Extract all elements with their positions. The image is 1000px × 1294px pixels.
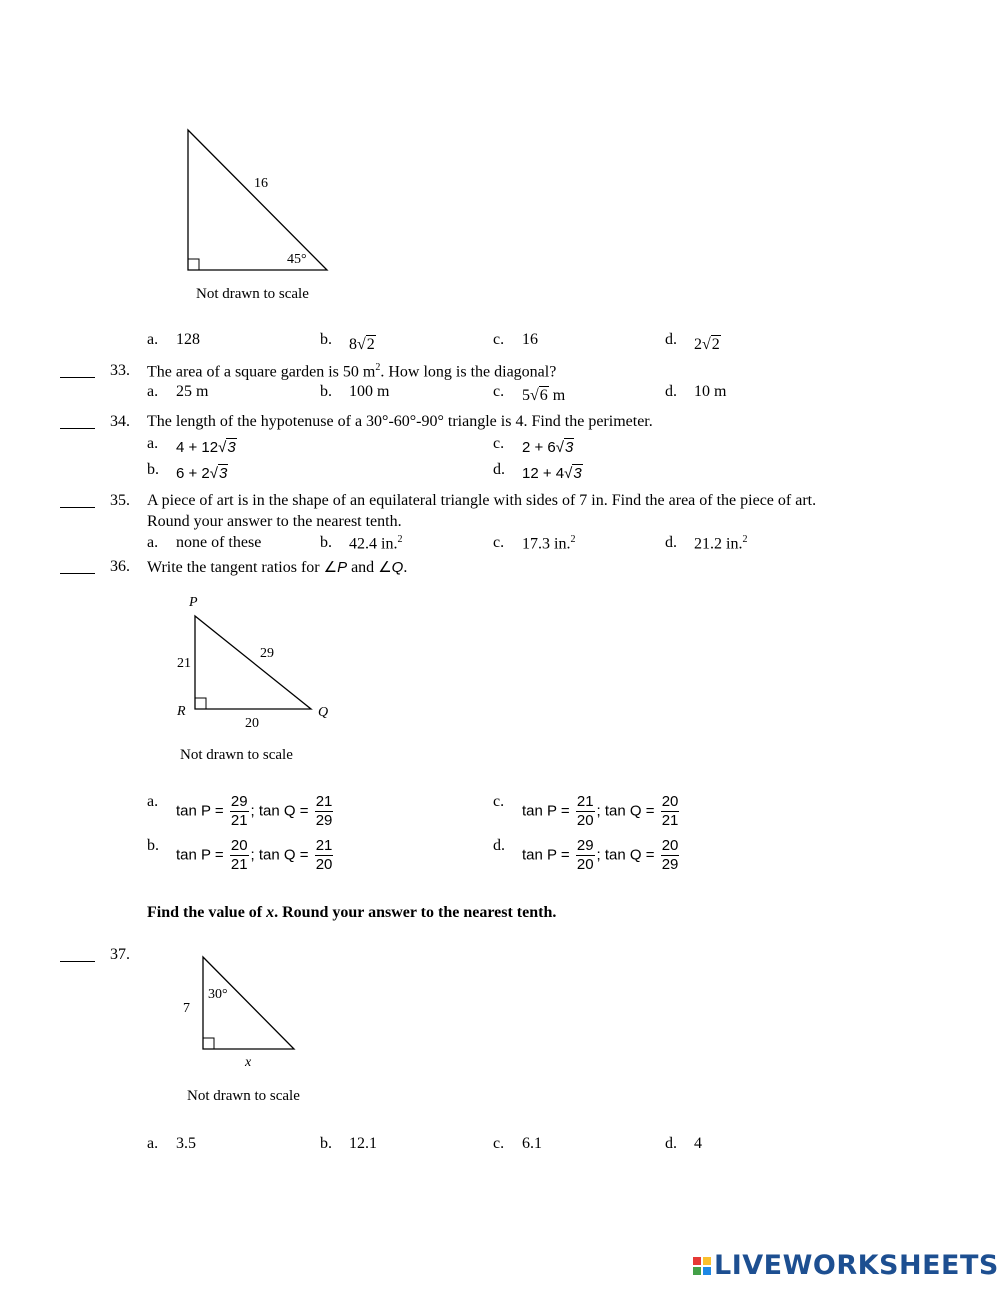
q35-choice-b[interactable] <box>349 534 402 553</box>
q37-number: 37. <box>110 946 130 963</box>
q32-caption: Not drawn to scale <box>196 286 309 302</box>
q36-question <box>147 558 407 577</box>
q36-vertex-r: R <box>177 704 186 719</box>
q34-choice-c-radicand: 3 <box>565 439 574 456</box>
q32-choice-a-letter[interactable]: a. <box>147 331 159 348</box>
q33-choice-c[interactable] <box>522 387 565 405</box>
instruction-text-before: Find the value of <box>147 904 263 921</box>
q35-choice-d-sup: 2 <box>742 534 748 545</box>
q36-d-frac-q <box>661 837 680 874</box>
q36-c-qd: 21 <box>661 812 679 829</box>
q37-caption: Not drawn to scale <box>187 1088 300 1104</box>
q36-a-tanp: tan P = <box>176 802 224 820</box>
q33-sup: 2 <box>375 362 381 373</box>
logo-block-red <box>693 1257 701 1265</box>
q37-choice-b-letter[interactable]: b. <box>320 1135 332 1152</box>
q36-b-qn: 21 <box>315 837 333 854</box>
section-instruction <box>147 904 556 922</box>
q36-b-pn: 20 <box>230 837 248 854</box>
q32-choice-d-letter[interactable]: d. <box>665 331 677 348</box>
q37-triangle <box>203 957 294 1049</box>
q37-side-label: 7 <box>183 1001 190 1016</box>
q36-number: 36. <box>110 558 130 575</box>
q37-base-label: x <box>245 1055 252 1070</box>
q36-text-before: Write the tangent ratios for <box>147 559 320 576</box>
q35-question-line1: A piece of art is in the shape of an equilateral triangle with sides of 7 in. Find the area of the piece of art. <box>147 492 817 509</box>
q35-number: 35. <box>110 492 130 509</box>
q35-answer-blank[interactable] <box>60 507 95 508</box>
q35-choice-b-sup: 2 <box>397 534 403 545</box>
q33-number: 33. <box>110 362 130 379</box>
q36-d-tanp: tan P = <box>522 846 570 864</box>
q33-choice-b[interactable]: 100 m <box>349 383 390 400</box>
q36-d-tanq: tan Q = <box>604 846 655 864</box>
q34-choice-d-radicand: 3 <box>573 465 582 482</box>
logo-block-yellow <box>703 1257 711 1265</box>
q34-choice-d[interactable] <box>522 465 583 482</box>
q33-text-after: . How long is the diagonal? <box>380 363 557 381</box>
sqrt-icon: √ <box>218 439 227 456</box>
q36-b-tanq: tan Q = <box>258 846 309 864</box>
q32-choice-b-coef: 8 <box>349 336 357 353</box>
q36-c-frac-p <box>576 793 595 830</box>
q33-text-before: The area of a square garden is 50 m <box>147 363 376 381</box>
q33-choice-d-letter[interactable]: d. <box>665 383 677 400</box>
q33-choice-c-unit: m <box>552 387 566 404</box>
q36-side-pr: 21 <box>177 656 191 671</box>
q33-question <box>147 362 556 381</box>
q37-choice-d-letter[interactable]: d. <box>665 1135 677 1152</box>
q36-c-pd: 20 <box>576 812 594 829</box>
q32-triangle <box>188 130 327 270</box>
q34-choice-d-letter[interactable]: d. <box>493 461 505 478</box>
q37-choice-c-letter[interactable]: c. <box>493 1135 505 1152</box>
q35-choice-b-text: 42.4 in. <box>349 535 398 553</box>
q34-choice-a-pre: 4 + 12 <box>176 439 219 456</box>
q36-a-pn: 29 <box>230 793 248 810</box>
q34-question: The length of the hypotenuse of a 30°-60°-90° triangle is 4. Find the perimeter. <box>147 413 653 430</box>
sqrt-icon: √ <box>530 387 539 404</box>
q35-choice-d-text: 21.2 in. <box>694 535 743 553</box>
sqrt-icon: √ <box>209 465 219 482</box>
q33-choice-c-letter[interactable]: c. <box>493 383 505 400</box>
q35-choice-c-text: 17.3 in. <box>522 535 571 553</box>
q34-choice-a-letter[interactable]: a. <box>147 435 159 452</box>
q32-choice-b-letter[interactable]: b. <box>320 331 332 348</box>
q36-side-rq: 20 <box>245 716 259 731</box>
q36-d-pd: 20 <box>576 856 594 873</box>
q36-a-qn: 21 <box>315 793 333 810</box>
q34-choice-a[interactable] <box>176 439 237 456</box>
q35-question-line2: Round your answer to the nearest tenth. <box>147 513 402 530</box>
q35-choice-a-letter[interactable]: a. <box>147 534 159 551</box>
q35-choice-d-letter[interactable]: d. <box>665 534 677 551</box>
q36-answer-blank[interactable] <box>60 573 95 574</box>
q37-angle-label: 30° <box>208 987 228 1002</box>
q37-choice-b[interactable]: 12.1 <box>349 1135 377 1152</box>
q32-choice-b-radicand: 2 <box>366 336 375 353</box>
q33-answer-blank[interactable] <box>60 377 95 378</box>
q33-choice-c-coef: 5 <box>522 387 530 404</box>
q34-choice-d-pre: 12 + 4 <box>522 465 565 482</box>
q36-triangle <box>195 616 311 709</box>
q34-choice-b-pre: 6 + 2 <box>176 465 210 482</box>
q33-choice-b-letter[interactable]: b. <box>320 383 332 400</box>
q32-angle-label: 45° <box>287 252 307 267</box>
q36-b-frac-q <box>315 837 334 874</box>
q35-choice-c-sup: 2 <box>570 534 576 545</box>
q36-a-frac-q <box>315 793 334 830</box>
q34-choice-b[interactable] <box>176 465 228 482</box>
q37-choice-a-letter[interactable]: a. <box>147 1135 159 1152</box>
q35-choice-a[interactable]: none of these <box>176 534 262 551</box>
q36-c-frac-q <box>661 793 680 830</box>
brand-logo-text[interactable]: LIVEWORKSHEETS <box>714 1250 999 1281</box>
q34-answer-blank[interactable] <box>60 428 95 429</box>
q36-choice-a-letter[interactable]: a. <box>147 793 159 810</box>
q36-b-tanp: tan P = <box>176 846 224 864</box>
q36-a-tanq: tan Q = <box>258 802 309 820</box>
q32-right-angle-mark <box>188 259 199 270</box>
sqrt-icon: √ <box>555 439 565 456</box>
q34-number: 34. <box>110 413 130 430</box>
q33-choice-d[interactable]: 10 m <box>694 383 727 400</box>
q36-b-frac-p <box>230 837 249 874</box>
q36-choice-c[interactable]: tan P = $\frac{21}{20}$ ; tan Q = $\frac{20}{21}$ <box>522 793 679 829</box>
logo-block-green <box>693 1267 701 1275</box>
q37-choice-c[interactable]: 6.1 <box>522 1135 542 1152</box>
q36-text-and: and <box>351 559 375 576</box>
q34-choice-c[interactable] <box>522 439 574 456</box>
sqrt-icon: √ <box>702 336 711 353</box>
q35-choice-d[interactable] <box>694 534 747 553</box>
q36-text-end: . <box>403 559 408 576</box>
q34-choice-a-radicand: 3 <box>227 439 236 456</box>
q36-choice-b[interactable]: tan P = $\frac{20}{21}$ ; tan Q = $\frac{21}{20}$ <box>176 837 333 873</box>
q32-choice-c[interactable]: 16 <box>522 331 538 348</box>
q36-b-pd: 21 <box>230 856 248 873</box>
q36-choice-b-letter[interactable]: b. <box>147 837 159 854</box>
q36-right-angle-mark <box>195 698 206 709</box>
q32-choice-b[interactable] <box>349 336 376 354</box>
q36-choice-a[interactable]: tan P = $\frac{29}{21}$ ; tan Q = $\frac{21}{29}$ <box>176 793 333 829</box>
instruction-var: x <box>266 904 275 921</box>
q36-choice-d-letter[interactable]: d. <box>493 837 505 854</box>
q36-side-pq: 29 <box>260 646 274 661</box>
q36-a-frac-p <box>230 793 249 830</box>
q34-choice-b-radicand: 3 <box>219 465 228 482</box>
q33-choice-c-radicand: 6 <box>539 387 548 404</box>
q35-choice-b-letter[interactable]: b. <box>320 534 332 551</box>
q34-choice-b-letter[interactable]: b. <box>147 461 159 478</box>
q32-hyp-label: 16 <box>254 176 268 191</box>
q36-d-pn: 29 <box>576 837 594 854</box>
q33-choice-a-letter[interactable]: a. <box>147 383 159 400</box>
q36-b-qd: 20 <box>315 856 333 873</box>
sqrt-icon: √ <box>357 336 366 353</box>
q32-choice-c-letter[interactable]: c. <box>493 331 505 348</box>
q32-choice-d[interactable] <box>694 336 721 354</box>
q32-choice-d-radicand: 2 <box>711 336 720 353</box>
instruction-text-after: . Round your answer to the nearest tenth. <box>274 904 557 921</box>
q32-choice-a[interactable]: 128 <box>176 331 200 348</box>
q36-choice-c-letter[interactable]: c. <box>493 793 505 810</box>
q34-choice-c-letter[interactable]: c. <box>493 435 505 452</box>
q35-choice-c-letter[interactable]: c. <box>493 534 505 551</box>
q34-choice-c-pre: 2 + 6 <box>522 439 556 456</box>
q36-angle-p: ∠P <box>323 559 348 576</box>
q35-choice-c[interactable] <box>522 534 575 553</box>
q36-a-pd: 21 <box>230 812 248 829</box>
q36-c-tanp: tan P = <box>522 802 570 820</box>
q36-c-qn: 20 <box>661 793 679 810</box>
q36-d-qn: 20 <box>661 837 679 854</box>
q37-answer-blank[interactable] <box>60 961 95 962</box>
sqrt-icon: √ <box>564 465 573 482</box>
q36-d-frac-p <box>576 837 595 874</box>
q36-choice-d[interactable]: tan P = $\frac{29}{20}$ ; tan Q = $\frac{20}{29}$ <box>522 837 679 873</box>
q36-c-pn: 21 <box>576 793 594 810</box>
q36-vertex-p: P <box>189 595 198 610</box>
q36-vertex-q: Q <box>318 705 329 720</box>
q37-choice-d[interactable]: 4 <box>694 1135 702 1152</box>
q36-caption: Not drawn to scale <box>180 747 293 763</box>
q36-a-qd: 29 <box>315 812 333 829</box>
q32-choice-d-coef: 2 <box>694 336 702 353</box>
q36-c-tanq: tan Q = <box>604 802 655 820</box>
q33-choice-a[interactable]: 25 m <box>176 383 209 400</box>
q37-choice-a[interactable]: 3.5 <box>176 1135 196 1152</box>
q37-right-angle-mark <box>203 1038 214 1049</box>
q36-d-qd: 29 <box>661 856 679 873</box>
logo-block-blue <box>703 1267 711 1275</box>
liveworksheets-logo-icon <box>0 0 1 1</box>
q36-angle-q: ∠Q <box>378 559 404 576</box>
